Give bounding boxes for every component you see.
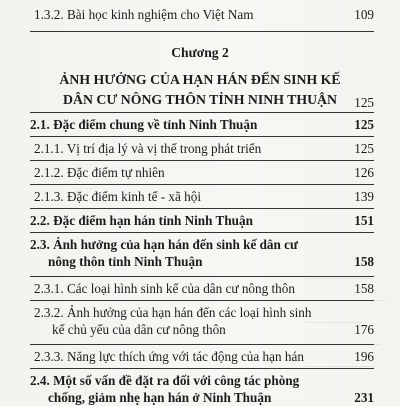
toc-entry-2-3-1: 2.3.1. Các loại hình sinh kế của dân cư nông thôn 158 bbox=[34, 281, 374, 296]
page-number: 125 bbox=[354, 141, 374, 156]
chapter-page-row bbox=[30, 94, 374, 111]
page-number: 158 bbox=[354, 254, 374, 269]
page-number: 139 bbox=[354, 189, 374, 204]
page-number: 196 bbox=[354, 349, 374, 364]
page-number: 125 bbox=[354, 95, 374, 110]
chapter-title-line-1: ẢNH HƯỞNG CỦA HẠN HÁN ĐẾN SINH KẾ bbox=[59, 72, 341, 87]
toc-entry-2-1-3: 2.1.3. Đặc điểm kinh tế - xã hội 139 bbox=[34, 189, 374, 204]
row-divider bbox=[30, 136, 374, 137]
page-number: 176 bbox=[354, 322, 374, 337]
page-number: 126 bbox=[354, 165, 374, 180]
chapter-label: Chương 2 bbox=[171, 45, 229, 60]
row-divider bbox=[30, 160, 374, 161]
toc-entry-2-3-3: 2.3.3. Năng lực thích ứng với tác động của hạn hán 196 bbox=[34, 349, 374, 364]
row-divider bbox=[30, 232, 374, 233]
toc-entry-1-3-2: 1.3.2. Bài học kinh nghiệm cho Việt Nam 109 bbox=[34, 7, 374, 22]
page-number: 231 bbox=[354, 390, 374, 405]
toc-entry-2-1: 2.1. Đặc điểm chung về tỉnh Ninh Thuận 125 bbox=[30, 117, 374, 132]
toc-entry-2-4: 2.4. Một số vấn đề đặt ra đối với công tác phòng chống, giảm nhẹ hạn hán ở Ninh Thuận 231 bbox=[30, 373, 374, 405]
page-number: 151 bbox=[354, 213, 374, 228]
page-number: 125 bbox=[354, 117, 374, 132]
toc-entry-2-2: 2.2. Đặc điểm hạn hán tỉnh Ninh Thuận 151 bbox=[30, 213, 374, 228]
page-number: 109 bbox=[354, 7, 374, 22]
row-divider bbox=[30, 368, 374, 369]
row-divider bbox=[30, 344, 374, 345]
row-divider bbox=[30, 300, 374, 301]
toc-entry-2-1-1: 2.1.1. Vị trí địa lý và vị thế trong phát triển 125 bbox=[34, 141, 374, 156]
toc-entry-2-1-2: 2.1.2. Đặc điểm tự nhiên 126 bbox=[34, 165, 374, 180]
toc-entry-2-3: 2.3. Ảnh hưởng của hạn hán đến sinh kế dân cư nông thôn tỉnh Ninh Thuận 158 bbox=[30, 237, 374, 269]
row-divider bbox=[30, 112, 374, 113]
row-divider bbox=[30, 31, 374, 32]
row-divider bbox=[30, 184, 374, 185]
row-divider bbox=[30, 276, 374, 277]
page-number: 158 bbox=[354, 281, 374, 296]
row-divider bbox=[30, 208, 374, 209]
toc-entry-2-3-2: 2.3.2. Ảnh hưởng của hạn hán đến các loại hình sinh kế chủ yếu của dân cư nông thôn 176 bbox=[34, 305, 374, 337]
chapter-title-line-2: DÂN CƯ NÔNG THÔN TỈNH NINH THUẬN bbox=[63, 92, 337, 107]
